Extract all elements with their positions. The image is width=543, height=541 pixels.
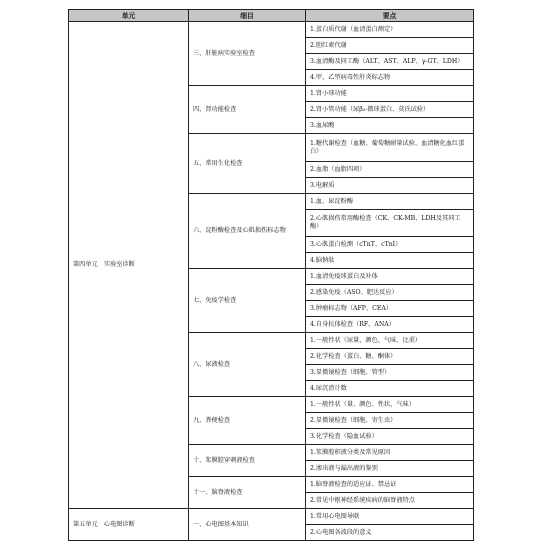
chapter-cell: 五、常用生化检查 bbox=[189, 134, 306, 194]
point-cell: 3.化学检查（隐血试验） bbox=[306, 429, 474, 445]
point-cell: 1.肾小球功能 bbox=[306, 86, 474, 102]
point-cell: 2.肾小管功能（尿β₂-微球蛋白、莫氏试验） bbox=[306, 102, 474, 118]
chapter-cell: 十、浆膜腔穿刺液检查 bbox=[189, 445, 306, 477]
point-cell: 2.显微镜检查（细胞、寄生虫） bbox=[306, 413, 474, 429]
syllabus-table bbox=[68, 9, 474, 541]
point-cell: 2.胆红素代谢 bbox=[306, 38, 474, 54]
chapter-cell: 九、粪便检查 bbox=[189, 397, 306, 445]
point-cell: 4.自身抗体检查（RF、ANA） bbox=[306, 317, 474, 333]
chapter-cell: 三、肝脏病实验室检查 bbox=[189, 22, 306, 86]
table-row bbox=[69, 509, 474, 525]
point-cell: 3.显微镜检查（细胞、管型） bbox=[306, 365, 474, 381]
chapter-cell: 六、淀粉酶检查及心肌损伤标志物 bbox=[189, 194, 306, 269]
point-cell: 3.血清酶及同工酶（ALT、AST、ALP、γ-GT、LDH） bbox=[306, 54, 474, 70]
point-cell: 2.感染免疫（ASO、肥达反应） bbox=[306, 285, 474, 301]
header-unit: 单元 bbox=[69, 10, 189, 22]
header-chapter: 细目 bbox=[189, 10, 306, 22]
chapter-cell: 八、尿液检查 bbox=[189, 333, 306, 397]
point-cell: 1.血、尿淀粉酶 bbox=[306, 194, 474, 210]
chapter-cell: 十一、脑脊液检查 bbox=[189, 477, 306, 509]
unit-cell: 第四单元 实验室诊断 bbox=[69, 22, 189, 509]
point-cell: 3.血尿酸 bbox=[306, 118, 474, 134]
point-cell: 2.心电图各波段的意义 bbox=[306, 525, 474, 541]
point-cell: 1.一般性状（量、颜色、性状、气味） bbox=[306, 397, 474, 413]
point-cell: 2.常见中枢神经系统疾病的脑脊液特点 bbox=[306, 493, 474, 509]
header-points: 要点 bbox=[306, 10, 474, 22]
point-cell: 1.一般性状（尿量、颜色、气味、比重） bbox=[306, 333, 474, 349]
point-cell: 3.心肌蛋白检测（cTnT、cTnI） bbox=[306, 237, 474, 253]
point-cell: 3.电解质 bbox=[306, 178, 474, 194]
point-cell: 1.常用心电图导联 bbox=[306, 509, 474, 525]
point-cell: 1.脑脊液检查的适应证、禁忌证 bbox=[306, 477, 474, 493]
point-cell: 1.浆膜腔积液分类及常见原因 bbox=[306, 445, 474, 461]
point-cell: 4.尿沉渣计数 bbox=[306, 381, 474, 397]
unit-cell: 第五单元 心电图诊断 bbox=[69, 509, 189, 541]
point-cell: 2.渗出液与漏出液的鉴别 bbox=[306, 461, 474, 477]
point-cell: 4.甲、乙型病毒性肝炎标志物 bbox=[306, 70, 474, 86]
header-row bbox=[69, 10, 474, 22]
point-cell: 3.肿瘤标志物（AFP、CEA） bbox=[306, 301, 474, 317]
table-body bbox=[69, 22, 474, 541]
chapter-cell: 四、肾功能检查 bbox=[189, 86, 306, 134]
point-cell: 1.蛋白质代谢（血清蛋白测定） bbox=[306, 22, 474, 38]
point-cell: 2.血脂（血脂四项） bbox=[306, 162, 474, 178]
chapter-cell: 一、心电图基本知识 bbox=[189, 509, 306, 541]
point-cell: 2.心肌损伤常用酶检查（CK、CK-MB、LDH及其同工酶） bbox=[306, 210, 474, 237]
table-row bbox=[69, 22, 474, 38]
chapter-cell: 七、免疫学检查 bbox=[189, 269, 306, 333]
point-cell: 4.脑钠肽 bbox=[306, 253, 474, 269]
point-cell: 1.血清免疫球蛋白及补体 bbox=[306, 269, 474, 285]
point-cell: 1.糖代谢检查（血糖、葡萄糖耐量试验、血清糖化血红蛋白） bbox=[306, 134, 474, 162]
point-cell: 2.化学检查（蛋白、糖、酮体） bbox=[306, 349, 474, 365]
